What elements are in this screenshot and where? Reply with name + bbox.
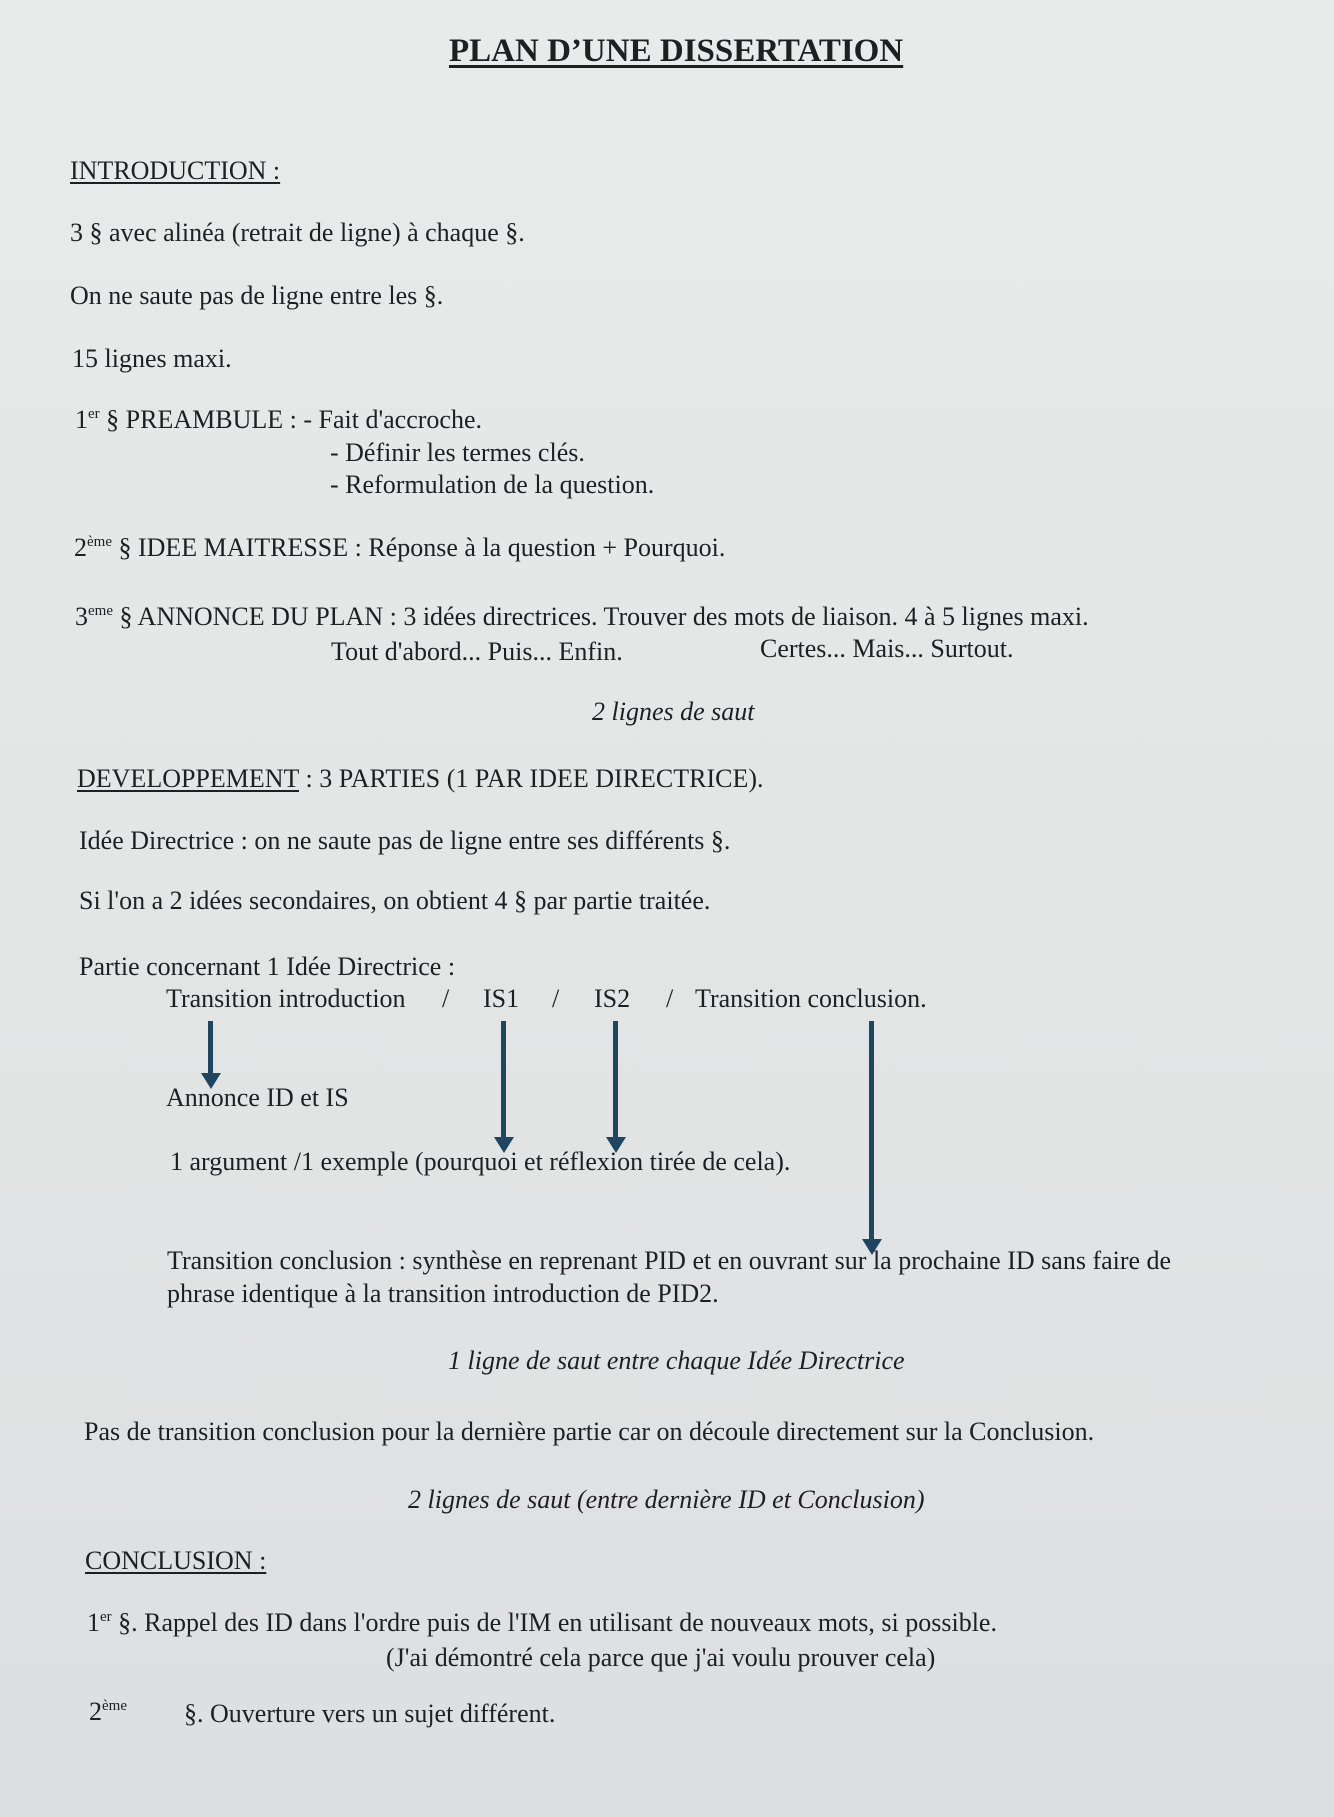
conclusion-paragraph-1-sub: (J'ai démontré cela parce que j'ai voulu prouver cela): [386, 1643, 936, 1672]
flow-transition-conclusion: Transition conclusion.: [695, 984, 927, 1013]
ordinal-suffix: eme: [88, 603, 113, 619]
paragraph-label: § PREAMBULE : - Fait d'accroche.: [106, 405, 482, 434]
transition-conclusion-line-1: Transition conclusion : synthèse en reprenant PID et en ouvrant sur la prochaine ID sans faire de: [167, 1246, 1172, 1275]
flow-transition-introduction: Transition introduction: [166, 984, 406, 1013]
paragraph-label: § IDEE MAITRESSE : Réponse à la question + Pourquoi.: [118, 533, 726, 562]
flow-separator: /: [442, 984, 450, 1013]
paragraph-number: 2: [89, 1697, 102, 1726]
arrow-down-icon: [208, 1021, 213, 1075]
developpement-heading-rest: : 3 PARTIES (1 PAR IDEE DIRECTRICE).: [298, 764, 764, 793]
conclusion-paragraph-2-number: [89, 1697, 127, 1727]
dev-gap-note: 1 ligne de saut entre chaque Idée Directrice: [448, 1346, 905, 1375]
paragraph-number: 1: [75, 405, 88, 434]
intro-paragraph-3: [75, 602, 1089, 632]
paragraph-number: 1: [87, 1608, 100, 1637]
ordinal-suffix: er: [100, 1609, 112, 1625]
partie-heading: Partie concernant 1 Idée Directrice :: [79, 952, 456, 981]
intro-rule-3: 15 lignes maxi.: [72, 344, 232, 373]
annonce-id-is: Annonce ID et IS: [166, 1083, 349, 1112]
ordinal-suffix: ème: [102, 1698, 127, 1714]
document-title: PLAN D’UNE DISSERTATION: [449, 33, 904, 69]
arrow-down-icon: [501, 1021, 506, 1139]
paragraph-label: § ANNONCE DU PLAN : 3 idées directrices. Trouver des mots de liaison. 4 à 5 lignes maxi.: [119, 602, 1089, 631]
liaison-example-2: Certes... Mais... Surtout.: [760, 634, 1014, 663]
paragraph-number: 2: [74, 533, 87, 562]
flow-separator: /: [666, 984, 674, 1013]
intro-paragraph-1: [75, 405, 482, 435]
dev-rule-1: Idée Directrice : on ne saute pas de ligne entre ses différents §.: [79, 826, 731, 855]
preambule-item-3: - Reformulation de la question.: [330, 470, 655, 499]
conclusion-heading: CONCLUSION :: [85, 1546, 267, 1575]
liaison-example-1: Tout d'abord... Puis... Enfin.: [331, 637, 623, 666]
arrow-down-icon: [613, 1021, 618, 1139]
developpement-heading: DEVELOPPEMENT: [77, 764, 299, 793]
intro-rule-2: On ne saute pas de ligne entre les §.: [70, 281, 444, 310]
transition-conclusion-line-2: phrase identique à la transition introduction de PID2.: [167, 1279, 719, 1308]
arrow-down-icon: [869, 1021, 874, 1241]
flow-separator: /: [552, 984, 560, 1013]
introduction-heading: INTRODUCTION :: [70, 156, 281, 185]
intro-rule-1: 3 § avec alinéa (retrait de ligne) à chaque §.: [70, 218, 525, 247]
dev-rule-2: Si l'on a 2 idées secondaires, on obtient 4 § par partie traitée.: [79, 886, 711, 915]
dev-gap-note-2: 2 lignes de saut (entre dernière ID et Conclusion): [408, 1485, 925, 1514]
paragraph-label: §. Rappel des ID dans l'ordre puis de l'IM en utilisant de nouveaux mots, si possible.: [118, 1608, 997, 1637]
conclusion-paragraph-1: [87, 1608, 997, 1638]
flow-is2: IS2: [594, 984, 631, 1013]
paragraph-number: 3: [75, 602, 88, 631]
developpement-heading-line: [77, 764, 764, 794]
preambule-item-2: - Définir les termes clés.: [330, 438, 585, 467]
flow-is1: IS1: [483, 984, 520, 1013]
intro-gap-note: 2 lignes de saut: [592, 697, 755, 726]
conclusion-paragraph-2: §. Ouverture vers un sujet différent.: [184, 1699, 556, 1728]
pas-transition-note: Pas de transition conclusion pour la dernière partie car on découle directement sur la Conclusion.: [84, 1417, 1095, 1446]
ordinal-suffix: er: [88, 406, 100, 422]
argument-exemple: 1 argument /1 exemple (pourquoi et réflexion tirée de cela).: [170, 1147, 791, 1176]
intro-paragraph-2: [74, 533, 725, 563]
ordinal-suffix: ème: [87, 534, 112, 550]
